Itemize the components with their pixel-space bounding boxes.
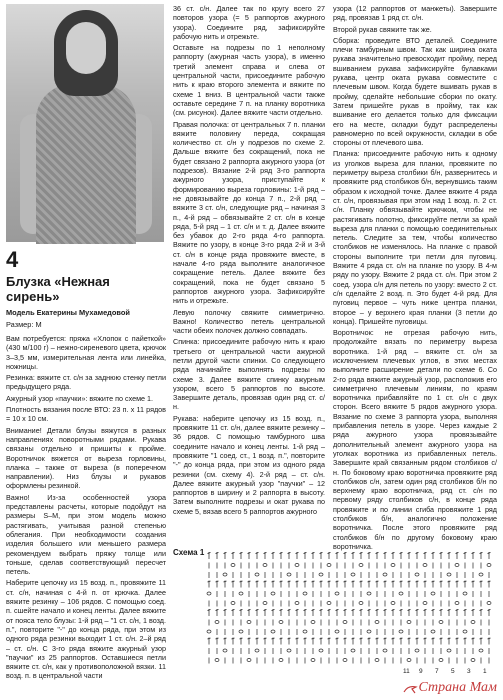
stitch-symbol [287,649,291,652]
paragraph: Спинка: присоедините рабочую нить к краю третьего от центральной части ажурной петли другой части спинки. Со следующего ряда начинайте выполнять подрезы по схеме 3. Далее вяжите спинку ажурным узором, всего 5 раппортов по высоте. Завершите деталь, провязав один ряд ст. с/н. [173,337,325,412]
stitch-symbol [448,609,451,616]
stitch-symbol [232,609,235,616]
stitch-symbol [255,649,259,652]
stitch-symbol [216,638,219,645]
stitch-symbol [207,630,211,633]
photo-face [66,22,106,74]
model-photo [6,4,164,242]
stitch-symbol [295,564,299,567]
stitch-symbol [344,638,347,645]
stitch-symbol [328,638,331,645]
stitch-symbol [440,552,443,559]
stitch-symbol [207,592,211,595]
stitch-symbol [312,638,315,645]
stitch-symbol [344,552,347,559]
stitch-symbol [272,581,275,588]
stitch-symbol [303,592,307,595]
paragraph: Внимание! Детали блузы вяжутся в разных направлениях поворотными рядами. Рукава связаны отдельно и пришиты к пройме. Воротничок вяжется от выреза горловины, планка – также от выреза (в поперечном направлении). Низ блузы и рукавов оформлены резинкой. [6,425,166,491]
stitch-symbol [384,638,387,645]
stitch-symbol [439,621,443,624]
stitch-symbol [351,573,355,576]
stitch-symbol [423,602,427,605]
scheme-number: 11 [403,668,410,675]
stitch-symbol [488,609,491,616]
stitch-symbol [472,638,475,645]
stitch-symbol [432,609,435,616]
stitch-symbol [296,552,299,559]
stitch-symbol [480,609,483,616]
paragraph: Рукава: наберите цепочку из 15 возд. п., провяжите 11 ст. с/н, далее вяжите резинку – 36 рядов. С помощью тамбурного шва соедините начало и конец ленты. 1-й ряд – провяжите "1 соед. ст., 1 возд. п.", повторите "-" до конца ряда, при этом из одного ряда резинки (см. схему 4). 2-й ряд – ст. с/н. Далее вяжите ажурный узор "паучки" – 12 раппортов в ширину и 2 раппорта в высоту. Затем выполните подрезы и окат рукава по схеме 5, вязав всего 5 раппортов ажурного [173,413,325,516]
stitch-symbol [408,638,411,645]
stitch-symbol [232,638,235,645]
stitch-symbol [296,581,299,588]
paragraph: Оставьте на подрезы по 1 неполному раппорту (ажурная часть узора), в именно третий элемент справа и слева от центральной части, присоедините рабочую нить к краю второго элемента и вяжите по схеме 1 вниз. В центральной части также оставьте середине 7 п. на планку воротника (см. рисунок). Далее вяжите части отдельно. [173,43,325,118]
stitch-symbol [384,552,387,559]
stitch-symbol [231,564,235,567]
stitch-symbol [287,573,291,576]
crochet-scheme-diagram [205,548,497,666]
stitch-symbol [215,659,219,662]
paragraph: узора (12 раппортов от манжеты). Завершите ряд, провязав 1 ряд ст. с/н. [333,4,497,23]
stitch-symbol [304,638,307,645]
paragraph: Плотность вязания после ВТО: 23 п. х 11 рядов = 10 х 10 см. [6,405,166,424]
paragraph: Воротничок: не отрезая рабочую нить, продолжайте вязать по периметру выреза воротника. 1-й ряд – вяжите ст. с/н за исключением плечевых углов, в этих местах выполните расширение детали по схеме 6. Со 2-го ряда вяжите ажурный узор, расположив его симметрично плечевым линиям, по краям воротничка прибавляйте по 1 ст. с/н с двух сторон. Всего вяжите 5 рядов ажурного узора. Вязание по схеме 3 раппорта узора, выполняя прибавления петель в узоре. Через каждые 2 ряда ажурного узора провязывайте дополнительный элемент ажурного узора на уголках воротника из прибавленных петель. Завершите край связанным рядом столбиков с/н. По боковому краю воротничка провяжите ряд столбиков с/н, затем один ряд столбиков б/н по верхнему краю воротничка, ряд ст. с/н по первому ряду столбиков с/н, в конце ряда провяжите и по линии сгиба провяжите 1 ряд столбиков б/н, аналогично положение воротничка. После этого провяжите ряд столбиков б/н по другому боковому краю воротничка. [333,328,497,551]
stitch-symbol [424,638,427,645]
stitch-symbol [288,638,291,645]
stitch-symbol [480,552,483,559]
stitch-symbol [384,581,387,588]
stitch-symbol [247,659,251,662]
stitch-symbol [488,638,491,645]
stitch-symbol [391,602,395,605]
stitch-symbol [224,581,227,588]
stitch-symbol [239,592,243,595]
stitch-symbol [423,564,427,567]
stitch-symbol [223,573,227,576]
stitch-symbol [447,649,451,652]
stitch-symbol [304,552,307,559]
stitch-symbol [352,609,355,616]
stitch-symbol [352,638,355,645]
stitch-symbol [304,581,307,588]
paragraph: Важно! Из-за особенностей узора представлены расчеты, которые подойдут на размеры S–M, при этом модель можно растягивать, учитывая разной степенью облегания. При необходимости создания изделия большего или меньшего размера рекомендуем выбрать пряжу толще или тоньше, сделав соответствующий пересчет петель. [6,492,166,577]
stitch-symbol [360,609,363,616]
stitch-symbol [336,552,339,559]
stitch-symbol [415,573,419,576]
stitch-symbol [376,609,379,616]
stitch-symbol [376,581,379,588]
stitch-symbol [255,573,259,576]
stitch-symbol [343,659,347,662]
stitch-symbol [248,609,251,616]
stitch-symbol [432,552,435,559]
stitch-symbol [472,581,475,588]
scheme-number: 5 [451,668,455,675]
stitch-symbol [471,621,475,624]
stitch-symbol [312,609,315,616]
stitch-symbol [367,592,371,595]
stitch-symbol [383,573,387,576]
stitch-symbol [312,581,315,588]
stitch-symbol [335,592,339,595]
stitch-symbol [368,552,371,559]
stitch-symbol [240,609,243,616]
stitch-symbol [456,552,459,559]
stitch-symbol [408,609,411,616]
stitch-symbol [431,630,435,633]
stitch-symbol [224,609,227,616]
stitch-symbol [304,609,307,616]
stitch-symbol [295,602,299,605]
stitch-symbol [392,552,395,559]
stitch-symbol [248,552,251,559]
stitch-symbol [472,609,475,616]
stitch-symbol [240,581,243,588]
stitch-symbol [407,659,411,662]
stitch-symbol [264,552,267,559]
paragraph: Правая полочка: от центральных 7 п. планки вяжите половину переда, сокращая количество ст. с/н у подрезов по схеме 2. Дальше вяжите без сокращений, пока не будет связано 2 раппорта ажурного узора (от подрезов). Вязание 2-й ряд 3-го раппорта ажурного узора, приступайте к формированию выреза горловины: 1-й ряд – не довязывайте до конца 7 п., 2-й ряд – вяжите 3 ст. с/н, следующие ряд – начиная 3 п., 4-й ряд – обвязывайте 2 ст. с/н в конце ряда, 5-й ряд – 1 ст. с/н и т. д. Далее вяжите без убавок до 2-го ряда 4-го раппорта. Вяжите по узору, в конце 3-го ряда 2-й и 3-й ст. с/н в конце ряда провяжите вместе, в начале 4-го ряда выполните аналогичное сокращение петель. Далее вяжите без сокращений, пока не будет связано 5 раппортов ажурного узора. Зафиксируйте нить и отрежьте. [173,119,325,306]
stitch-symbol [319,573,323,576]
stitch-symbol [288,609,291,616]
stitch-symbol [320,609,323,616]
paragraph: Наберите цепочку из 15 возд. п., провяжите 11 ст. с/н, начиная с 4-й п. от крючка. Далее вяжите резинку – 106 рядов. С помощью соед. п. сшейте начало и конец ленты. Далее вяжите от пояса тело блузы: 1-й ряд – "1 ст. с/н, 1 возд. п.", повторите "-" до конца ряда, при этом из одного ряда резинки выходит 1 ст. с/н. 2–й ряд – ст. с/н. С 3-го ряда вяжите ажурный узор "паучки" из 25 раппортов. Оставшиеся петли вяжите ст. с/н, как у противоположной вязки. 11 возд. п. в центральной части [6,578,166,681]
stitch-symbol [487,602,491,605]
stitch-symbol [280,581,283,588]
stitch-symbol [256,581,259,588]
stitch-symbol [264,609,267,616]
stitch-symbol [311,659,315,662]
stitch-symbol [400,581,403,588]
paragraph: Левую полочку свяжите симметрично. Важно! Количество петель центральной части обеих полочек должно совпадать. [173,307,325,336]
stitch-symbol [448,552,451,559]
stitch-symbol [327,602,331,605]
stitch-symbol [215,621,219,624]
watermark-text: Страна Мам [418,680,497,695]
photo-blouse [36,84,136,244]
stitch-symbol [328,609,331,616]
stitch-symbol [455,602,459,605]
stitch-symbol [480,638,483,645]
stitch-symbol [272,552,275,559]
stitch-symbol [375,659,379,662]
scheme-label: Схема 1 [173,548,205,557]
stitch-symbol [208,638,211,645]
stitch-symbol [416,581,419,588]
stitch-symbol [432,638,435,645]
paragraph: Ажурный узор «паучки»: вяжите по схеме 1. [6,393,154,403]
stitch-symbol [272,609,275,616]
stitch-symbol [440,638,443,645]
stitch-symbol [416,609,419,616]
stitch-symbol [256,638,259,645]
stitch-symbol [336,609,339,616]
stitch-symbol [232,581,235,588]
stitch-symbol [344,581,347,588]
scheme-number: 3 [467,668,471,675]
stitch-symbol [456,638,459,645]
stitch-symbol [343,621,347,624]
scheme-number: 7 [435,668,439,675]
stitch-symbol [312,552,315,559]
stitch-symbol [408,552,411,559]
stitch-symbol [231,602,235,605]
stitch-symbol [488,581,491,588]
stitch-symbol [216,552,219,559]
stitch-symbol [416,638,419,645]
stork-icon [403,683,417,693]
stitch-symbol [487,564,491,567]
stitch-symbol [280,638,283,645]
stitch-symbol [448,638,451,645]
stitch-symbol [327,564,331,567]
stitch-symbol [415,649,419,652]
stitch-symbol [424,552,427,559]
stitch-symbol [239,630,243,633]
stitch-symbol [464,609,467,616]
stitch-symbol [216,609,219,616]
stitch-symbol [271,630,275,633]
stitch-symbol [479,649,483,652]
stitch-symbol [431,592,435,595]
stitch-symbol [328,552,331,559]
designer-credit: Модель Екатерины Мухамедовой [6,308,130,317]
stitch-symbol [384,609,387,616]
stitch-symbol [320,638,323,645]
stitch-symbol [456,581,459,588]
stitch-symbol [463,630,467,633]
stitch-symbol [264,581,267,588]
stitch-symbol [407,621,411,624]
stitch-symbol [464,552,467,559]
stitch-symbol [303,630,307,633]
stitch-symbol [439,659,443,662]
column-left [6,248,166,698]
pattern-number: 4 [6,247,19,272]
stitch-symbol [256,552,259,559]
stitch-symbol [248,638,251,645]
stitch-symbol [360,581,363,588]
stitch-symbol [399,630,403,633]
stitch-symbol [488,552,491,559]
stitch-symbol [400,552,403,559]
stitch-symbol [455,564,459,567]
stitch-symbol [472,552,475,559]
stitch-symbol [376,638,379,645]
stitch-symbol [440,609,443,616]
stitch-symbol [288,581,291,588]
stitch-symbol [311,621,315,624]
stitch-symbol [408,581,411,588]
scheme-number: 1 [483,668,487,675]
stitch-symbol [208,552,211,559]
paragraph: Второй рукав свяжите так же. [333,24,432,34]
stitch-symbol [376,552,379,559]
stitch-symbol [271,592,275,595]
paragraph: Вам потребуется: пряжа «Хлопок с пайеткой» (430 м/100 г) – нежно-сиреневого цвета, крючок 3–3,5 мм, измерительная лента или линейка, ножницы. [6,334,166,371]
stitch-symbol [224,552,227,559]
stitch-symbol [352,552,355,559]
stitch-symbol [352,581,355,588]
size-label: Размер: М [6,320,42,329]
stitch-symbol [464,638,467,645]
stitch-symbol [392,638,395,645]
paragraph: Резинка: вяжите ст. с/н за заднюю стенку петли предыдущего ряда. [6,373,166,392]
stitch-symbol [240,552,243,559]
stitch-symbol [400,609,403,616]
stitch-symbol [335,630,339,633]
stitch-symbol [367,630,371,633]
stitch-symbol [208,581,211,588]
stitch-symbol [463,592,467,595]
site-watermark [403,680,498,696]
scheme-number: 9 [419,668,423,675]
stitch-symbol [368,581,371,588]
stitch-symbol [400,638,403,645]
pattern-title: Блузка «Нежная сирень» [6,274,110,304]
stitch-symbol [328,581,331,588]
stitch-symbol [296,638,299,645]
stitch-symbol [480,581,483,588]
paragraph: Сборка: проведите ВТО деталей. Соедините плечи тамбурным швом. Так как ширина оката рукава значительно превосходит пройму, перед вшиванием рукава зафиксируйте булавками рукава, центр оката рукава совместите с плечевым швом. Когда будете вшивать рукав в пройму, сделайте небольшие сборки по окату. Затем пришейте рукав в пройму, так как вшивание его делается только для фиксации его на месте, складки будут распределены равномерно по всей окружности, складки в обе стороны от плечевого шва. [333,35,497,148]
stitch-symbol [264,638,267,645]
scheme-column-numbers [205,668,497,678]
stitch-symbol [223,649,227,652]
stitch-symbol [360,552,363,559]
stitch-symbol [464,581,467,588]
stitch-symbol [432,581,435,588]
stitch-symbol [344,609,347,616]
stitch-symbol [471,659,475,662]
stitch-symbol [424,581,427,588]
stitch-symbol [375,621,379,624]
stitch-symbol [440,581,443,588]
stitch-symbol [399,592,403,595]
stitch-symbol [240,638,243,645]
stitch-symbol [248,581,251,588]
stitch-symbol [279,621,283,624]
stitch-symbol [296,609,299,616]
stitch-symbol [391,564,395,567]
stitch-symbol [272,638,275,645]
stitch-symbol [208,609,211,616]
stitch-symbol [392,581,395,588]
stitch-symbol [351,649,355,652]
stitch-symbol [448,581,451,588]
stitch-symbol [392,609,395,616]
stitch-symbol [359,602,363,605]
stitch-symbol [360,638,363,645]
stitch-symbol [247,621,251,624]
paragraph: Планка: присоедините рабочую нить к одному из уголков выреза для планки, провяжите по периметру выреза столбики б/н, развернитесь и провяжите ряд столбиков б/н, вернувшись таким образом к исходной точке. Далее вяжите 4 ряда ст. с/н, провязывая при этом над 1 возд. п. 2 ст. с/н. Планку обвязывайте крючком, чтобы не растягивать полотно, фиксируйте петли за край выреза для планки с помощью соединительных петель. Следите за тем, чтобы количество столбиков не изменялось. На планке с правой стороны выполните три петли для пуговиц. Вяжите 4 ряда ст. с/н на планке по узору. В 4-м ряду по узору. Вяжите 2 ряда ст. с/н. При этом 2 соед. узора с/н для петель по узору: вместо 2 ст. с/н сделайте 2 возд. п. Это будет 4-й ряд. Для пуговиц первое – чуть ниже центра планки, второе – у верхнего края планки (3 петли до конца). Пришейте пуговицы. [333,149,497,326]
stitch-symbol [359,564,363,567]
stitch-symbol [216,581,219,588]
stitch-symbol [456,609,459,616]
stitch-symbol [320,552,323,559]
stitch-symbol [447,573,451,576]
column-middle [173,4,325,542]
stitch-symbol [224,638,227,645]
stitch-symbol [368,638,371,645]
stitch-symbol [383,649,387,652]
stitch-symbol [263,564,267,567]
stitch-symbol [288,552,291,559]
stitch-symbol [263,602,267,605]
stitch-symbol [336,581,339,588]
paragraph: 36 ст. с/н. Далее так по кругу всего 27 повторов узора (= 5 раппортов ажурного узора). Соедините ряд, зафиксируйте рабочую нить и отрежьте. [173,4,325,41]
stitch-symbol [279,659,283,662]
stitch-symbol [424,609,427,616]
stitch-symbol [416,552,419,559]
stitch-symbol [479,573,483,576]
stitch-symbol [320,581,323,588]
stitch-symbol [280,552,283,559]
stitch-symbol [336,638,339,645]
stitch-symbol [368,609,371,616]
column-right [333,4,497,551]
stitch-symbol [232,552,235,559]
stitch-symbol [280,609,283,616]
stitch-symbol [319,649,323,652]
stitch-symbol [256,609,259,616]
